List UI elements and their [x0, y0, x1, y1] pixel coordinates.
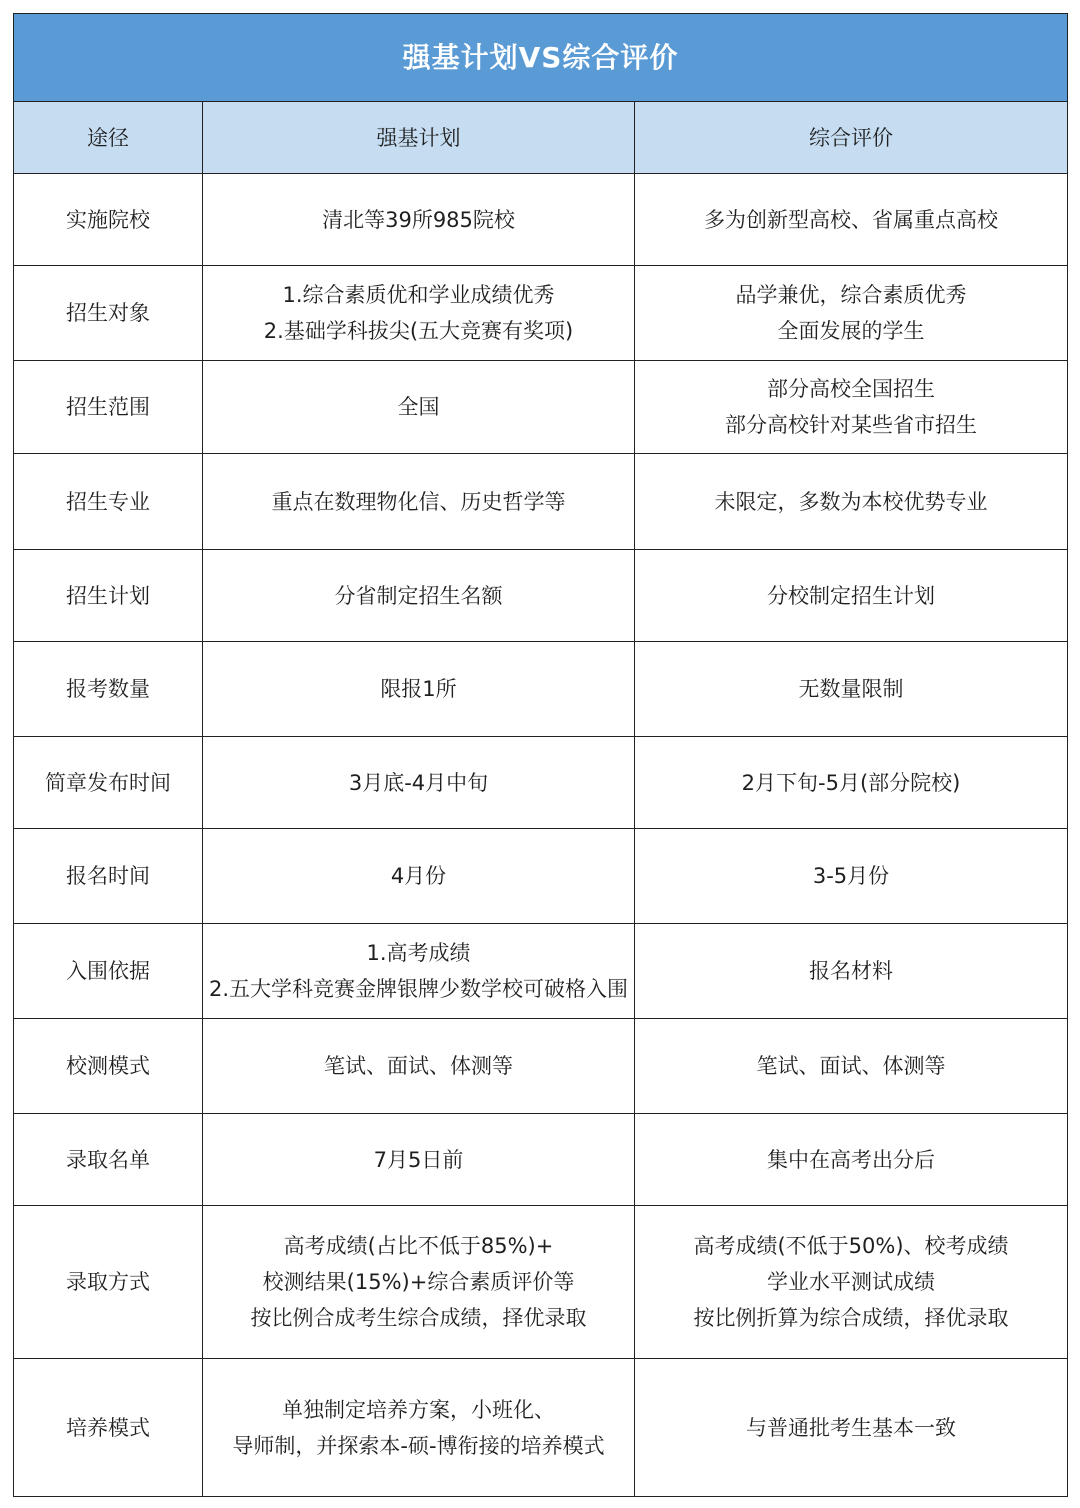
- header-qiangji: 强基计划: [203, 102, 635, 174]
- table-row: [14, 924, 1068, 1019]
- cell-zonghe: [635, 174, 1068, 266]
- table-row: [14, 642, 1068, 737]
- header-route: 途径: [14, 102, 203, 174]
- cell-text-line: 笔试、面试、体测等: [756, 1054, 946, 1078]
- cell-zonghe: [635, 1019, 1068, 1114]
- header-zonghe: 综合评价: [635, 102, 1068, 174]
- cell-text-line: 部分高校针对某些省市招生: [725, 413, 977, 437]
- cell-text-line: 重点在数理物化信、历史哲学等: [271, 489, 566, 514]
- cell-qiangji: [203, 1359, 635, 1497]
- cell-text-line: 多为创新型高校、省属重点高校: [704, 207, 998, 232]
- cell-qiangji: [203, 550, 635, 642]
- cell-qiangji: [203, 1114, 635, 1206]
- cell-qiangji: [203, 642, 635, 737]
- row-label: 实施院校: [14, 174, 203, 266]
- row-label: 招生范围: [14, 361, 203, 454]
- cell-text-line: 3月底-4月中旬: [348, 770, 489, 795]
- cell-text-line: 学业水平测试成绩: [767, 1270, 935, 1294]
- cell-text-line: 高考成绩(占比不低于85%)+: [283, 1234, 554, 1258]
- table-row: [14, 737, 1068, 829]
- cell-zonghe: [635, 361, 1068, 454]
- cell-text-line: 全面发展的学生: [777, 319, 925, 343]
- cell-text-line: 1.综合素质优和学业成绩优秀: [282, 283, 555, 307]
- cell-zonghe: [635, 1359, 1068, 1497]
- table-row: [14, 1206, 1068, 1359]
- cell-text-line: 分校制定招生计划: [767, 583, 935, 608]
- cell-zonghe: [635, 829, 1068, 924]
- cell-zonghe: [635, 454, 1068, 550]
- cell-text-line: 4月份: [390, 864, 447, 888]
- cell-text-line: 集中在高考出分后: [767, 1147, 935, 1172]
- cell-text-line: 限报1所: [380, 677, 457, 701]
- cell-text-line: 笔试、面试、体测等: [324, 1054, 513, 1078]
- cell-qiangji: [203, 737, 635, 829]
- row-label: 招生计划: [14, 550, 203, 642]
- table-row: [14, 174, 1068, 266]
- cell-zonghe: [635, 1206, 1068, 1359]
- table-row: [14, 1019, 1068, 1114]
- cell-zonghe: [635, 266, 1068, 361]
- table-row: [14, 266, 1068, 361]
- cell-text-line: 3-5月份: [812, 864, 890, 888]
- cell-text-line: 1.高考成绩: [366, 941, 471, 965]
- cell-text-line: 高考成绩(不低于50%)、校考成绩: [693, 1234, 1009, 1258]
- row-label: 录取方式: [14, 1206, 203, 1359]
- table-row: [14, 829, 1068, 924]
- cell-zonghe: [635, 924, 1068, 1019]
- cell-text-line: 分省制定招生名额: [334, 583, 503, 608]
- cell-qiangji: [203, 174, 635, 266]
- cell-zonghe: [635, 550, 1068, 642]
- row-label: 入围依据: [14, 924, 203, 1019]
- comparison-table: [13, 13, 1068, 1497]
- cell-text-line: 清北等39所985院校: [322, 207, 515, 232]
- row-label: 报考数量: [14, 642, 203, 737]
- cell-text-line: 2.基础学科拔尖(五大竞赛有奖项): [263, 319, 574, 343]
- table-row: [14, 1114, 1068, 1206]
- cell-qiangji: [203, 266, 635, 361]
- cell-qiangji: [203, 454, 635, 550]
- table-row: [14, 454, 1068, 550]
- cell-text-line: 按比例合成考生综合成绩，择优录取: [250, 1306, 587, 1330]
- cell-text-line: 校测结果(15%)+综合素质评价等: [262, 1270, 575, 1294]
- cell-text-line: 按比例折算为综合成绩，择优录取: [693, 1306, 1009, 1330]
- row-label: 报名时间: [14, 829, 203, 924]
- row-label: 招生专业: [14, 454, 203, 550]
- cell-qiangji: [203, 361, 635, 454]
- cell-qiangji: [203, 924, 635, 1019]
- cell-zonghe: [635, 737, 1068, 829]
- table-row: [14, 550, 1068, 642]
- cell-text-line: 7月5日前: [373, 1147, 464, 1172]
- cell-text-line: 部分高校全国招生: [767, 377, 935, 401]
- cell-text-line: 导师制，并探索本-硕-博衔接的培养模式: [232, 1433, 605, 1458]
- cell-qiangji: [203, 1019, 635, 1114]
- title-row: [14, 14, 1068, 102]
- cell-zonghe: [635, 1114, 1068, 1206]
- table-row: [14, 361, 1068, 454]
- row-label: 招生对象: [14, 266, 203, 361]
- row-label: 简章发布时间: [14, 737, 203, 829]
- row-label: 培养模式: [14, 1359, 203, 1497]
- cell-text-line: 无数量限制: [798, 677, 904, 701]
- cell-text-line: 未限定，多数为本校优势专业: [714, 489, 988, 514]
- header-row: [14, 102, 1068, 174]
- cell-text-line: 2.五大学科竞赛金牌银牌少数学校可破格入围: [208, 977, 629, 1001]
- cell-text-line: 报名材料: [809, 959, 893, 983]
- row-label: 校测模式: [14, 1019, 203, 1114]
- cell-qiangji: [203, 829, 635, 924]
- table-row: [14, 1359, 1068, 1497]
- table-title: 强基计划VS综合评价: [14, 14, 1068, 102]
- cell-text-line: 单独制定培养方案，小班化、: [282, 1397, 555, 1422]
- row-label: 录取名单: [14, 1114, 203, 1206]
- cell-text-line: 2月下旬-5月(部分院校): [741, 770, 961, 795]
- cell-text-line: 与普通批考生基本一致: [746, 1415, 956, 1440]
- cell-text-line: 全国: [397, 395, 440, 419]
- cell-text-line: 品学兼优，综合素质优秀: [735, 283, 967, 307]
- cell-zonghe: [635, 642, 1068, 737]
- cell-qiangji: [203, 1206, 635, 1359]
